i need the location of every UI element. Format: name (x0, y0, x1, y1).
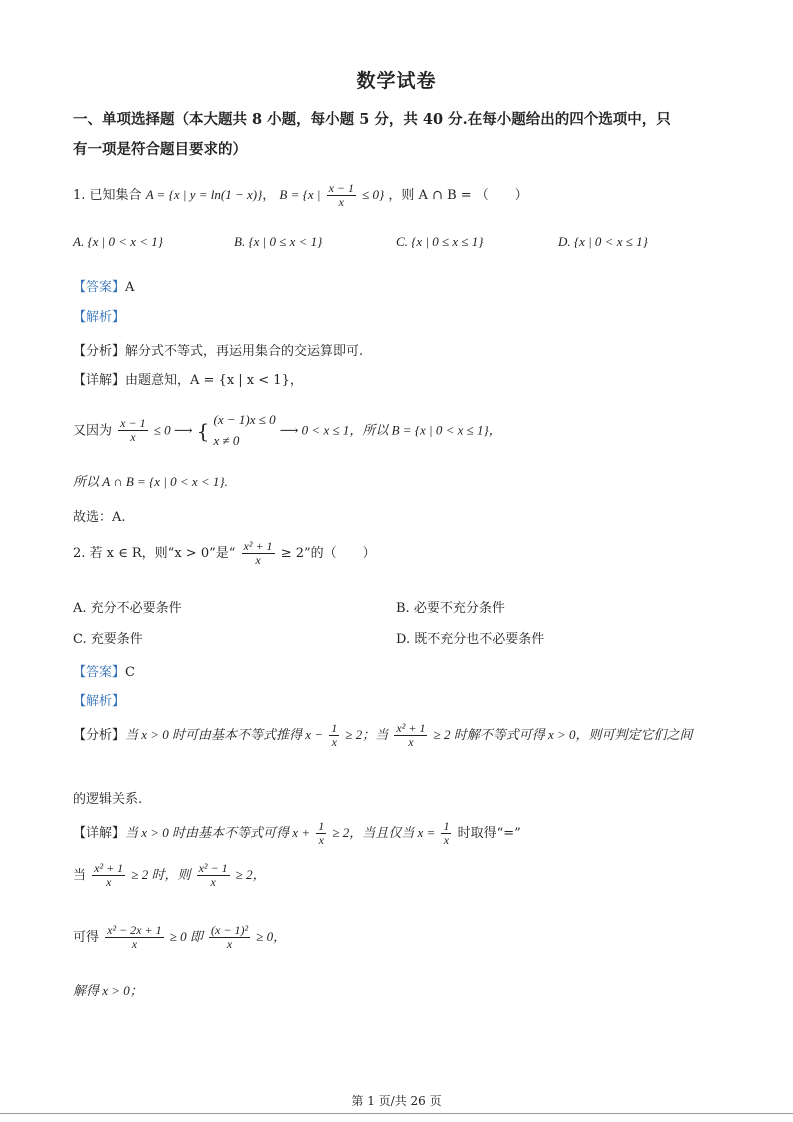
q1-set-b-lead: B = {x | (279, 187, 321, 203)
q2-fenxi-frac2-num: x² + 1 (396, 721, 426, 735)
q1-so-line: 所以 A ∩ B = {x | 0 < x < 1}. (73, 474, 228, 489)
q2-stem-prefix: 若 x ∈ R，则“x > 0”是“ (89, 546, 236, 562)
q2-answer-tag: 【答案】 (73, 665, 126, 680)
q2-fenxi-tag: 【分析】 (73, 728, 126, 744)
q1-stem-suffix: ，则 A ∩ B = （ ） (388, 188, 528, 204)
q1-because-rel: ≤ 0 ⟶ (153, 422, 193, 438)
section-heading-line2: 有一项是符合题目要求的） (73, 141, 247, 158)
q1-analysis-tag: 【解析】 (73, 310, 126, 325)
q2-xj3-frac (105, 924, 163, 951)
q1-because-num: x − 1 (120, 416, 146, 431)
q1-because-den: x (130, 430, 136, 445)
section-heading-line1: 一、单项选择题（本大题共 8 小题，每小题 5 分，共 40 分.在每小题给出的四个选项中，只 (73, 111, 671, 128)
q2-stem (73, 540, 376, 567)
q2-xj3-frac2-den: x (226, 937, 233, 952)
q2-xj1-c: 时取得“=” (457, 826, 521, 842)
q2-xj1-frac-num: 1 (318, 819, 325, 833)
q2-xj2-frac2-num: x² − 1 (198, 861, 228, 875)
q1-because-line (73, 410, 502, 452)
q1-set-b-den: x (338, 195, 344, 210)
q1-fenxi (73, 340, 363, 359)
q2-xj3-b: ≥ 0 即 (169, 929, 203, 945)
q1-system (214, 410, 276, 452)
q1-because-prefix: 又因为 (73, 423, 113, 439)
q2-xj3-frac2-num: (x − 1)² (211, 923, 249, 937)
q2-fenxi-a: 当 x > 0 时可由基本不等式推得 x − (125, 727, 324, 743)
q1-stem: 1. 已知集合 A = {x | y = ln(1 − x)}， B = {x | $\frac{x - 1}{x}$ ≤ 0} ，则 A ∩ B = （ ） (73, 181, 528, 210)
q2-xj1-b: ≥ 2，当且仅当 x = (332, 825, 436, 841)
q2-xj3-frac-num: x² − 2x + 1 (107, 923, 162, 937)
q2-xj2-c: ≥ 2， (235, 867, 266, 883)
q2-stem-fraction (242, 540, 275, 567)
q2-xj2-frac-num: x² + 1 (94, 861, 124, 875)
q2-stem-den: x (255, 553, 261, 568)
q2-xj3-a: 可得 (73, 930, 100, 946)
q2-xj2-frac2-den: x (210, 875, 216, 890)
q2-fenxi-frac1-den: x (331, 735, 337, 750)
q2-xj3-frac2 (209, 924, 250, 951)
q2-xiangjie-line2 (73, 862, 266, 889)
q2-option-a: A. 充分不必要条件 (73, 601, 182, 616)
q2-xj2-a: 当 (73, 868, 87, 884)
q1-set-b-tail: ≤ 0} (362, 187, 385, 203)
q1-system-eq1: (x − 1)x ≤ 0 (213, 412, 276, 427)
q2-xj1-a: 当 x > 0 时由基本不等式可得 x + (125, 825, 311, 841)
q2-xj3-c: ≥ 0， (256, 929, 287, 945)
q2-fenxi-b: ≥ 2；当 (345, 727, 389, 743)
q2-xj2-b: ≥ 2 时，则 (131, 867, 191, 883)
q1-option-b: B. {x | 0 ≤ x < 1} (234, 234, 323, 249)
q1-xiangjie-text: 由题意知，A = {x | x < 1}， (125, 373, 303, 388)
q2-analysis-tag: 【解析】 (73, 694, 126, 709)
q1-answer-tag: 【答案】 (73, 280, 126, 295)
q2-stem-num: x² + 1 (243, 539, 273, 553)
q2-fenxi-frac1 (329, 722, 339, 749)
q2-answer (73, 661, 135, 680)
q2-fenxi-frac2 (394, 722, 427, 749)
q2-option-d: D. 既不充分也不必要条件 (396, 632, 545, 647)
q2-number: 2. (73, 546, 86, 562)
q1-stem-prefix: 已知集合 (89, 188, 142, 204)
q2-stem-rel: ≥ 2”的（ ） (280, 546, 376, 562)
q2-xiangjie-line1 (73, 820, 521, 847)
page-title: 数学试卷 (356, 70, 437, 92)
q1-system-eq2: x ≠ 0 (213, 432, 240, 448)
q2-fenxi-line2: 的逻辑关系. (73, 792, 143, 807)
q1-fenxi-tag: 【分析】 (73, 344, 126, 359)
q2-xj1-frac2 (441, 820, 451, 847)
q2-fenxi-frac2-den: x (408, 735, 414, 750)
q2-xj1-frac-den: x (318, 833, 324, 848)
q2-answer-value: C (125, 665, 135, 680)
q1-xiangjie (73, 369, 303, 388)
q1-answer (73, 276, 134, 295)
q1-answer-value: A (125, 280, 135, 295)
q2-fenxi (73, 722, 693, 749)
q1-option-a: A. {x | 0 < x < 1} (73, 234, 163, 249)
q1-xiangjie-tag: 【详解】 (73, 373, 126, 388)
q2-xj1-frac2-num: 1 (443, 819, 450, 833)
q1-fenxi-text: 解分式不等式，再运用集合的交运算即可. (125, 344, 364, 359)
q1-option-d: D. {x | 0 < x ≤ 1} (558, 234, 648, 249)
footer-divider (0, 1113, 793, 1114)
q1-choose: 故选：A. (73, 510, 126, 525)
q2-xj1-frac2-den: x (443, 833, 450, 848)
q1-set-b-num: x − 1 (328, 181, 355, 195)
q2-xj2-frac-den: x (106, 875, 112, 890)
q2-xj2-frac (92, 862, 125, 889)
q1-system-brace: { (196, 418, 210, 443)
q1-set-b-fraction (327, 182, 356, 209)
q2-fenxi-frac1-num: 1 (331, 721, 338, 735)
page-footer: 第 1 页/共 26 页 (351, 1094, 442, 1108)
q1-because-result: ⟶ 0 < x ≤ 1，所以 B = {x | 0 < x ≤ 1}， (279, 422, 502, 438)
q2-xiangjie-line4: 解得 x > 0； (73, 983, 143, 998)
q2-xiangjie-line3 (73, 924, 286, 951)
q2-fenxi-c: ≥ 2 时解不等式可得 x > 0，则可判定它们之间 (433, 727, 693, 743)
q2-xj1-frac (316, 820, 326, 847)
q1-number: 1. (73, 188, 86, 204)
q1-because-fraction (118, 417, 147, 444)
q1-option-c: C. {x | 0 ≤ x ≤ 1} (396, 234, 484, 249)
q2-xj3-frac-den: x (131, 937, 138, 952)
q2-xiangjie-tag: 【详解】 (73, 826, 126, 842)
q2-option-b: B. 必要不充分条件 (396, 601, 505, 616)
q1-set-a: A = {x | y = ln(1 − x)} (145, 187, 263, 203)
q2-xj2-frac2 (197, 862, 230, 889)
q2-option-c: C. 充要条件 (73, 632, 143, 647)
